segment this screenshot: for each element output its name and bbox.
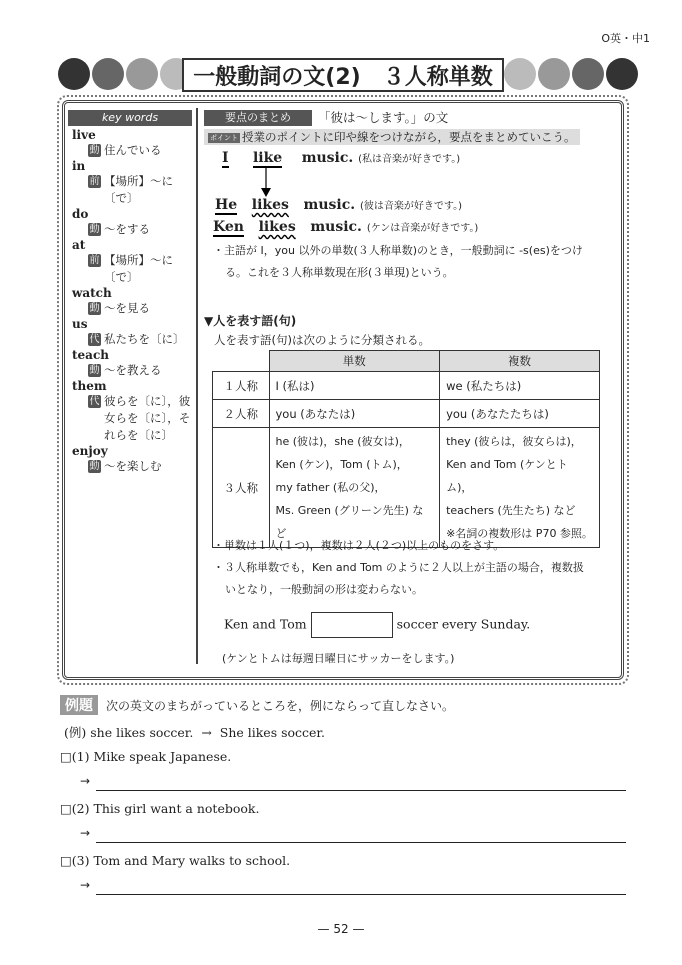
keyword-item: them 代 彼らを〔に〕，彼女らを〔に〕，それらを〔に〕 xyxy=(72,379,191,442)
keyword-item: teach 動 〜を教える xyxy=(72,348,162,377)
part-of-speech-badge: 代 xyxy=(89,396,100,407)
fill-in-translation: (ケンとトムは毎週日曜日にサッカーをします。) xyxy=(222,652,455,665)
page-number: — 52 — xyxy=(317,922,365,936)
table-row: ３人称 he (彼は)，she (彼女は)， Ken (ケン)，Tom (トム)， my father (私の父)， Ms. Green (グリーン先生) など they (彼らは，彼女らは)， Ken and Tom (ケンとトム)， teachers (先生たち) など ※名詞の複数形は P70 参照。 xyxy=(213,428,600,548)
part-of-speech-badge: 代 xyxy=(89,334,100,345)
arrow-down-icon xyxy=(258,168,274,198)
answer-line-2[interactable] xyxy=(96,842,626,843)
answer-arrow-1: → xyxy=(80,774,91,788)
keyword-item: live 動 住んでいる xyxy=(72,128,162,157)
decorative-circles-left xyxy=(58,58,192,90)
part-of-speech-badge: 動 xyxy=(89,303,100,314)
person-table: 単数 複数 １人称 I (私は) we (私たちは) ２人称 you (あなたは) you (あなたたちは) ３人称 he (彼は)，she (彼女は)， Ken (ケン)，Tom (トム)， my father (私の父)， Ms. Green (グリーン先生) など they (彼らは，彼女らは)， Ken and Tom (ケンとトム)， teachers (先生たち) など ※名詞の複数形は P70 参照。 xyxy=(212,350,600,548)
answer-arrow-3: → xyxy=(80,878,91,892)
summary-subtitle: 「彼は〜します。」の文 xyxy=(318,110,449,125)
answer-line-3[interactable] xyxy=(96,894,626,895)
decorative-circles-right xyxy=(504,58,638,90)
keyword-list xyxy=(72,128,196,475)
course-label: O英・中1 xyxy=(601,32,650,45)
part-of-speech-badge: 動 xyxy=(89,224,100,235)
keyword-item: enjoy 動 〜を楽しむ xyxy=(72,444,162,473)
example-sentence-3: Ken likes music. (ケンは音楽が好きです。) xyxy=(213,219,479,235)
column-divider xyxy=(196,108,198,664)
keywords-header: key words xyxy=(68,110,192,126)
part-of-speech-badge: 前 xyxy=(89,255,100,266)
answer-line-1[interactable] xyxy=(96,790,626,791)
part-of-speech-badge: 前 xyxy=(89,176,100,187)
example-sentence-1: I like music. (私は音楽が好きです。) xyxy=(222,150,461,166)
point-line: ポイント 授業のポイントに印や線をつけながら，要点をまとめていこう。 xyxy=(204,129,580,145)
answer-blank[interactable] xyxy=(311,612,393,638)
part-of-speech-badge: 動 xyxy=(89,365,100,376)
question-1: □(1) Mike speak Japanese. xyxy=(60,749,232,764)
question-2: □(2) This girl want a notebook. xyxy=(60,801,260,816)
section-intro: 人を表す語(句)は次のように分類される。 xyxy=(214,333,430,347)
example-answer: (例) she likes soccer. → She likes soccer. xyxy=(64,725,326,740)
table-row: ２人称 you (あなたは) you (あなたたちは) xyxy=(213,400,600,428)
exercise-header: 例題 xyxy=(60,695,98,715)
exercise-instruction: 次の英文のまちがっているところを，例にならって直しなさい。 xyxy=(106,699,455,713)
part-of-speech-badge: 動 xyxy=(89,145,100,156)
title-bar xyxy=(58,58,626,92)
explanation: ・主語が I，you 以外の単数(３人称単数)のとき，一般動詞に -s(es)をつけ る。これを３人称単数現在形(３単現)という。 xyxy=(213,244,583,279)
summary-header: 要点のまとめ xyxy=(204,110,312,126)
page-title: 一般動詞の文(2) ３人称単数 xyxy=(182,58,504,92)
keyword-item: us 代 私たちを〔に〕 xyxy=(72,317,185,346)
point-tag: ポイント xyxy=(210,133,238,142)
keyword-item: do 動 〜をする xyxy=(72,207,150,236)
table-row: １人称 I (私は) we (私たちは) xyxy=(213,372,600,400)
keyword-item: in 前 【場所】〜に〔で〕 xyxy=(72,159,173,205)
answer-arrow-2: → xyxy=(80,826,91,840)
keyword-item: at 前 【場所】〜に〔で〕 xyxy=(72,238,173,284)
part-of-speech-badge: 動 xyxy=(89,461,100,472)
bullet-notes: ・単数は１人(１つ)，複数は２人(２つ)以上のものをさす。 ・３人称単数でも，Ken and Tom のように２人以上が主語の場合，複数扱 いとなり，一般動詞の形は変わらない。 xyxy=(213,539,584,596)
keyword-item: watch 動 〜を見る xyxy=(72,286,150,315)
section-title: ▼人を表す語(句) xyxy=(204,314,297,328)
question-3: □(3) Tom and Mary walks to school. xyxy=(60,853,291,868)
example-sentence-2: He likes music. (彼は音楽が好きです。) xyxy=(215,197,463,213)
fill-in-sentence: Ken and Tom soccer every Sunday. xyxy=(224,612,530,638)
